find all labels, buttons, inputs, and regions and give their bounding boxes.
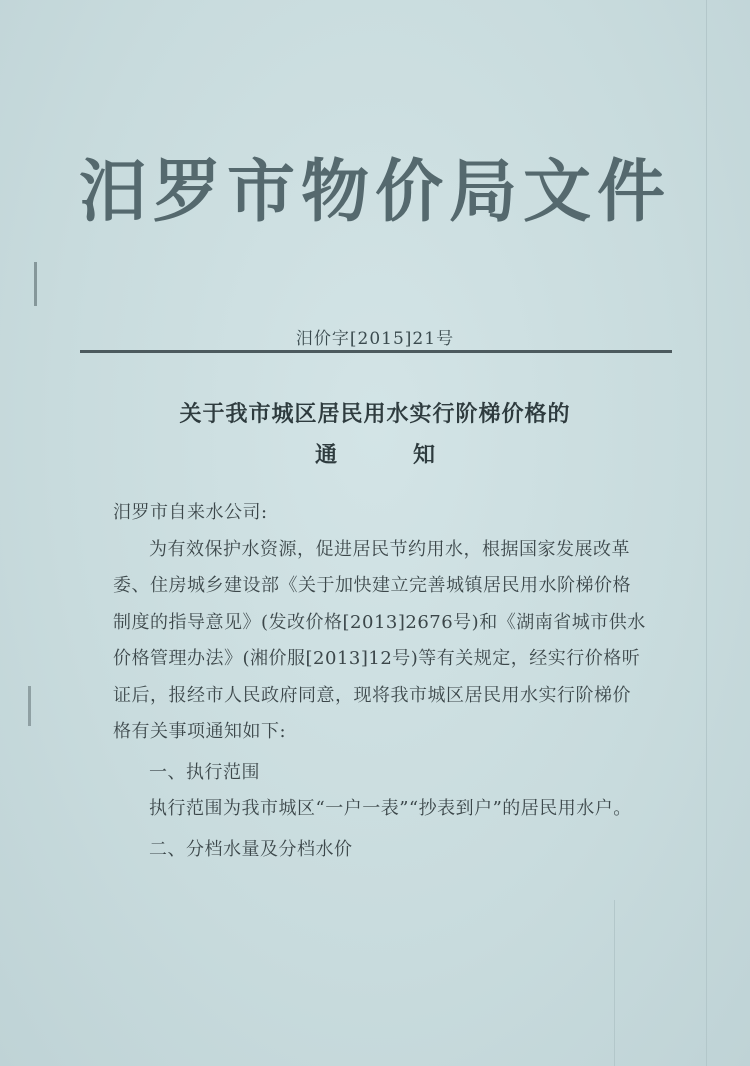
document-body	[113, 495, 648, 868]
addressee: 汨罗市自来水公司:	[113, 502, 268, 523]
document-number: 汨价字[2015]21号	[295, 329, 455, 349]
section-1-heading: 一、执行范围	[149, 761, 260, 783]
section-2-heading: 二、分档水量及分档水价	[149, 838, 353, 860]
notice-subtitle-char: 通	[314, 442, 337, 468]
notice-title: 关于我市城区居民用水实行阶梯价格的	[179, 401, 571, 427]
fold-line	[614, 900, 615, 1066]
notice-subtitle	[0, 438, 750, 469]
notice-subtitle-char: 知	[413, 442, 436, 468]
binding-mark	[34, 262, 37, 306]
intro-paragraph: 为有效保护水资源，促进居民节约用水，根据国家发展改革委、住房城乡建设部《关于加快建立完善城镇居民用水阶梯价格制度的指导意见》(发改价格[2013]2676号)和《湖南省城市供水价格管理办法》(湘价服[2013]12号)等有关规定，经实行价格听证后，报经市人民政府同意，现将我市城区居民用水实行阶梯价格有关事项通知如下:	[113, 538, 646, 742]
header-divider	[80, 350, 672, 353]
binding-mark	[28, 686, 31, 726]
agency-document-title: 汨罗市物价局文件	[78, 153, 671, 232]
section-1-text: 执行范围为我市城区“一户一表”“抄表到户”的居民用水户。	[149, 798, 632, 819]
